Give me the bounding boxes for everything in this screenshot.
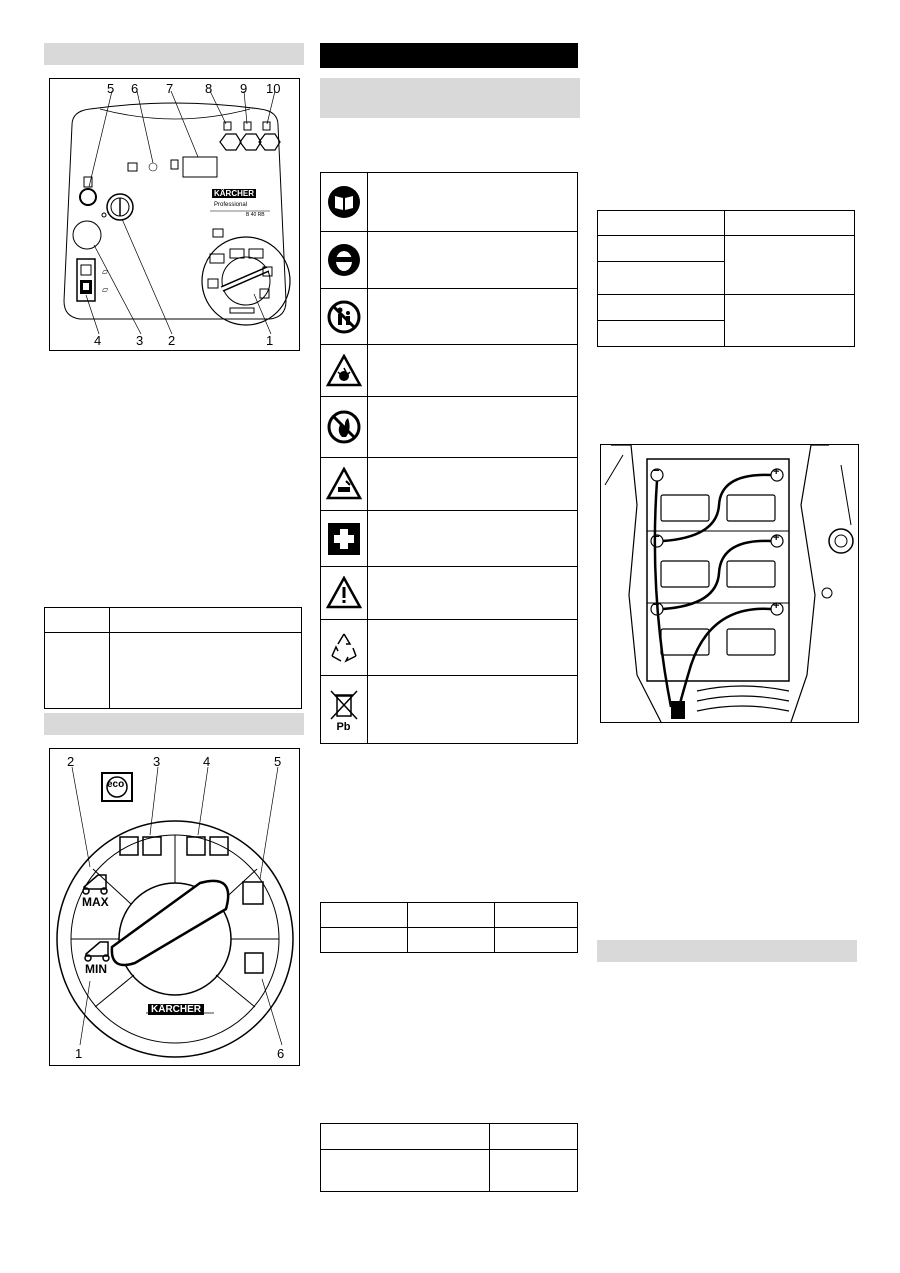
table-cell (321, 1124, 490, 1150)
brand-logo: KÄRCHER (214, 189, 254, 198)
table-cell (598, 236, 725, 262)
callout-4: 4 (94, 333, 102, 348)
plus-terminal-label: + (773, 466, 780, 478)
pb-label: Pb (336, 720, 351, 733)
callout-6: 6 (131, 81, 139, 96)
table-cell (495, 928, 578, 953)
model-line-1: Professional (214, 202, 248, 208)
callout-8: 8 (205, 81, 213, 96)
symbol-row (320, 397, 578, 458)
svg-text:▱: ▱ (102, 267, 109, 276)
symbol-row (320, 172, 578, 232)
battery-compartment-figure (600, 444, 859, 723)
control-panel-figure (49, 78, 300, 351)
svg-text:▱: ▱ (102, 285, 109, 294)
table-cell (598, 295, 725, 321)
table-cell (495, 903, 578, 928)
dial-callout-4: 4 (203, 754, 211, 769)
table-cell (45, 633, 110, 709)
dial-callout-5: 5 (274, 754, 282, 769)
recycle-icon (320, 620, 368, 675)
symbol-row (320, 511, 578, 567)
symbol-row (320, 567, 578, 620)
table-cell (598, 321, 725, 347)
symbol-row (320, 289, 578, 345)
plus-terminal-label: + (773, 532, 780, 544)
table-cell (490, 1124, 578, 1150)
read-manual-icon (320, 172, 368, 231)
section-header-bar (44, 713, 304, 735)
table-cell (321, 903, 408, 928)
no-open-flame-icon (320, 397, 368, 457)
left-table (44, 607, 302, 709)
section-header-bar (44, 43, 304, 65)
minus-terminal-label: − (653, 531, 660, 543)
plus-terminal-label: + (773, 600, 780, 612)
callout-5: 5 (107, 81, 115, 96)
crossed-bin-pb-icon (320, 676, 368, 744)
dial-brand-logo: KÄRCHER (148, 1004, 204, 1015)
dial-callout-3: 3 (153, 754, 161, 769)
table-cell (45, 608, 110, 633)
table-cell (321, 928, 408, 953)
callout-1: 1 (266, 333, 274, 348)
table-cell (725, 211, 855, 236)
wear-goggles-icon (320, 232, 368, 288)
table-cell (598, 211, 725, 236)
table-cell (110, 608, 302, 633)
keep-children-away-icon (320, 289, 368, 344)
dial-callout-2: 2 (67, 754, 75, 769)
right-table (597, 210, 855, 347)
section-header-bar (597, 940, 857, 962)
symbol-row (320, 345, 578, 397)
table-cell (725, 295, 855, 347)
callout-7: 7 (166, 81, 174, 96)
acid-burn-warning-icon (320, 458, 368, 510)
symbol-row (320, 676, 578, 744)
minus-terminal-label: − (653, 599, 660, 611)
eco-label: eco (107, 779, 125, 790)
model-line-2: B 40 RB (246, 212, 265, 218)
first-aid-icon (320, 511, 368, 566)
table-cell (490, 1150, 578, 1192)
dial-callout-6: 6 (277, 1046, 285, 1061)
min-label: MIN (85, 962, 107, 976)
callout-9: 9 (240, 81, 248, 96)
minus-terminal-label: − (653, 465, 660, 477)
table-cell (598, 262, 725, 295)
dial-callout-1: 1 (75, 1046, 83, 1061)
chapter-header-bar (320, 43, 578, 68)
middle-table-1 (320, 902, 578, 953)
table-cell (321, 1150, 490, 1192)
symbol-row (320, 458, 578, 511)
callout-3: 3 (136, 333, 144, 348)
symbol-row (320, 620, 578, 676)
symbol-row (320, 232, 578, 289)
table-cell (408, 903, 495, 928)
table-cell (725, 236, 855, 295)
section-header-bar (320, 78, 580, 118)
table-cell (408, 928, 495, 953)
callout-2: 2 (168, 333, 176, 348)
program-dial-figure (49, 748, 300, 1066)
max-label: MAX (82, 895, 109, 909)
callout-10: 10 (266, 81, 281, 96)
general-warning-icon (320, 567, 368, 619)
table-cell (110, 633, 302, 709)
explosion-warning-icon (320, 345, 368, 396)
middle-table-2 (320, 1123, 578, 1192)
